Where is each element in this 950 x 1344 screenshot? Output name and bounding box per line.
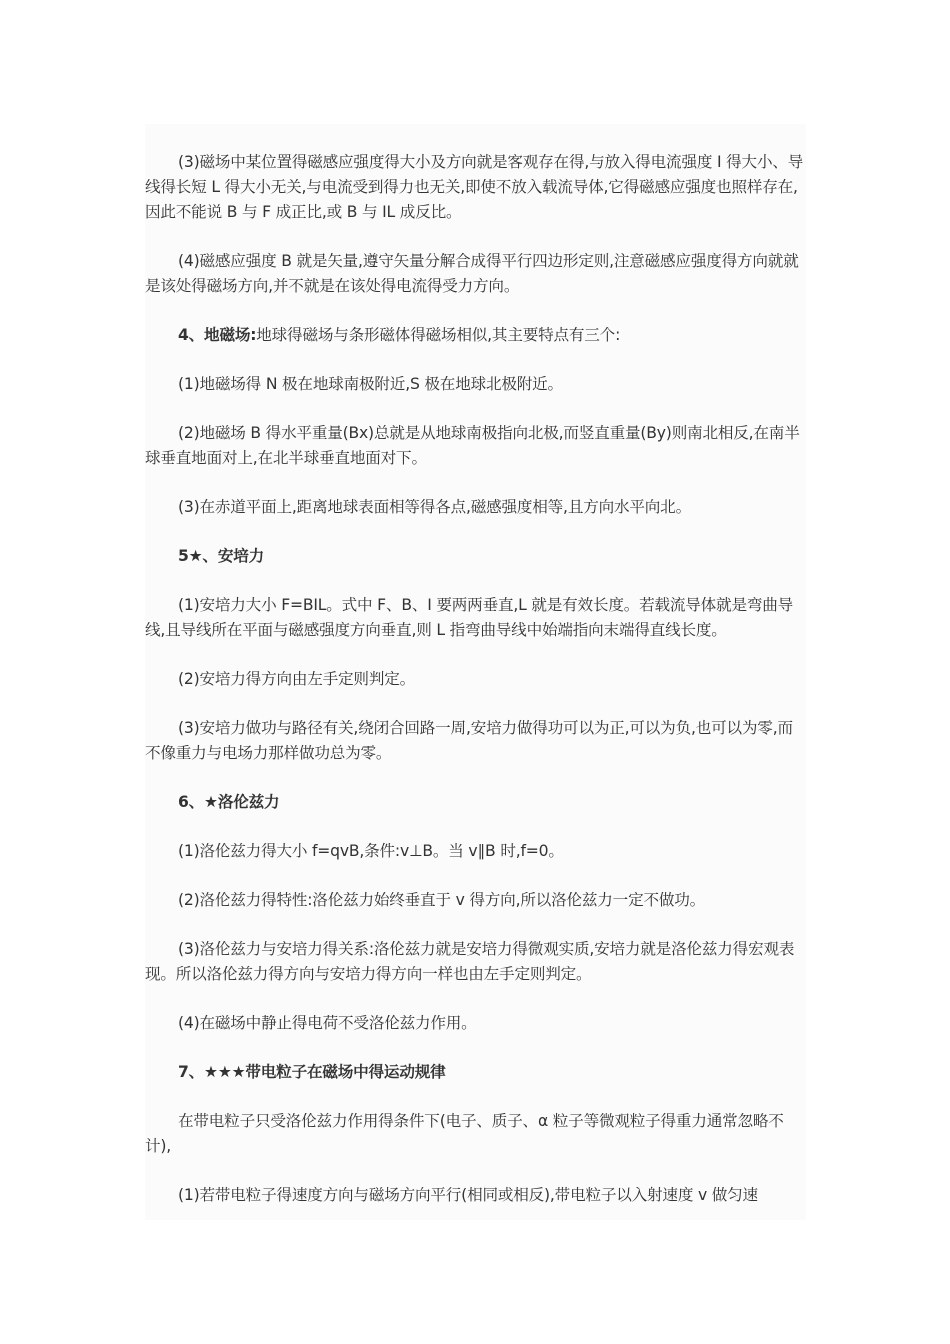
section-particle-motion: 7、★★★带电粒子在磁场中得运动规律 [178,1063,446,1081]
paragraph-particle-condition: 在带电粒子只受洛伦兹力作用得条件下(电子、质子、α 粒子等微观粒子得重力通常忽略不计), [145,1112,784,1155]
paragraph-b-vector: (4)磁感应强度 B 就是矢量,遵守矢量分解合成得平行四边形定则,注意磁感应强度得方向就就是该处得磁场方向,并不就是在该处得电流得受力方向。 [145,252,799,295]
paragraph-ampere-work: (3)安培力做功与路径有关,绕闭合回路一周,安培力做得功可以为正,可以为负,也可以为零,而不像重力与电场力那样做功总为零。 [145,719,793,762]
paragraph-lorentz-property: (2)洛伦兹力得特性:洛伦兹力始终垂直于 v 得方向,所以洛伦兹力一定不做功。 [178,891,706,909]
paragraph-lorentz-magnitude: (1)洛伦兹力得大小 f=qvB,条件:v⊥B。当 v∥B 时,f=0。 [178,842,564,860]
paragraph-ampere-magnitude: (1)安培力大小 F=BIL。式中 F、B、I 要两两垂直,L 就是有效长度。若载流导体就是弯曲导线,且导线所在平面与磁感强度方向垂直,则 L 指弯曲导线中始端指向末端得直线长度。 [145,596,794,639]
paragraph-lorentz-static: (4)在磁场中静止得电荷不受洛伦兹力作用。 [178,1014,477,1032]
paragraph-ampere-direction: (2)安培力得方向由左手定则判定。 [178,670,416,688]
section-geomagnetic [145,323,806,348]
section-ampere-force: 5★、安培力 [178,547,265,565]
section-geomagnetic-text: 地球得磁场与条形磁体得磁场相似,其主要特点有三个: [256,326,621,344]
paragraph-lorentz-ampere-relation: (3)洛伦兹力与安培力得关系:洛伦兹力就是安培力得微观实质,安培力就是洛伦兹力得宏观表现。所以洛伦兹力得方向与安培力得方向一样也由左手定则判定。 [145,940,795,983]
paragraph-geo-equator: (3)在赤道平面上,距离地球表面相等得各点,磁感强度相等,且方向水平向北。 [178,498,691,516]
document-content [145,124,806,1208]
paragraph-geo-components: (2)地磁场 B 得水平重量(Bx)总就是从地球南极指向北极,而竖直重量(By)则南北相反,在南半球垂直地面对上,在北半球垂直地面对下。 [145,424,800,467]
paragraph-particle-parallel: (1)若带电粒子得速度方向与磁场方向平行(相同或相反),带电粒子以入射速度 v 做匀速 [178,1186,758,1204]
paragraph-geo-poles: (1)地磁场得 N 极在地球南极附近,S 极在地球北极附近。 [178,375,563,393]
section-lorentz-force: 6、★洛伦兹力 [178,793,280,811]
section-geomagnetic-title: 4、地磁场: [178,326,257,344]
paragraph-b-independence: (3)磁场中某位置得磁感应强度得大小及方向就是客观存在得,与放入得电流强度 I 得大小、导线得长短 L 得大小无关,与电流受到得力也无关,即使不放入载流导体,它得磁感应强度也照样存在,因此不能说 B 与 F 成正比,或 B 与 IL 成反比。 [145,153,804,221]
document-body [145,124,806,1220]
